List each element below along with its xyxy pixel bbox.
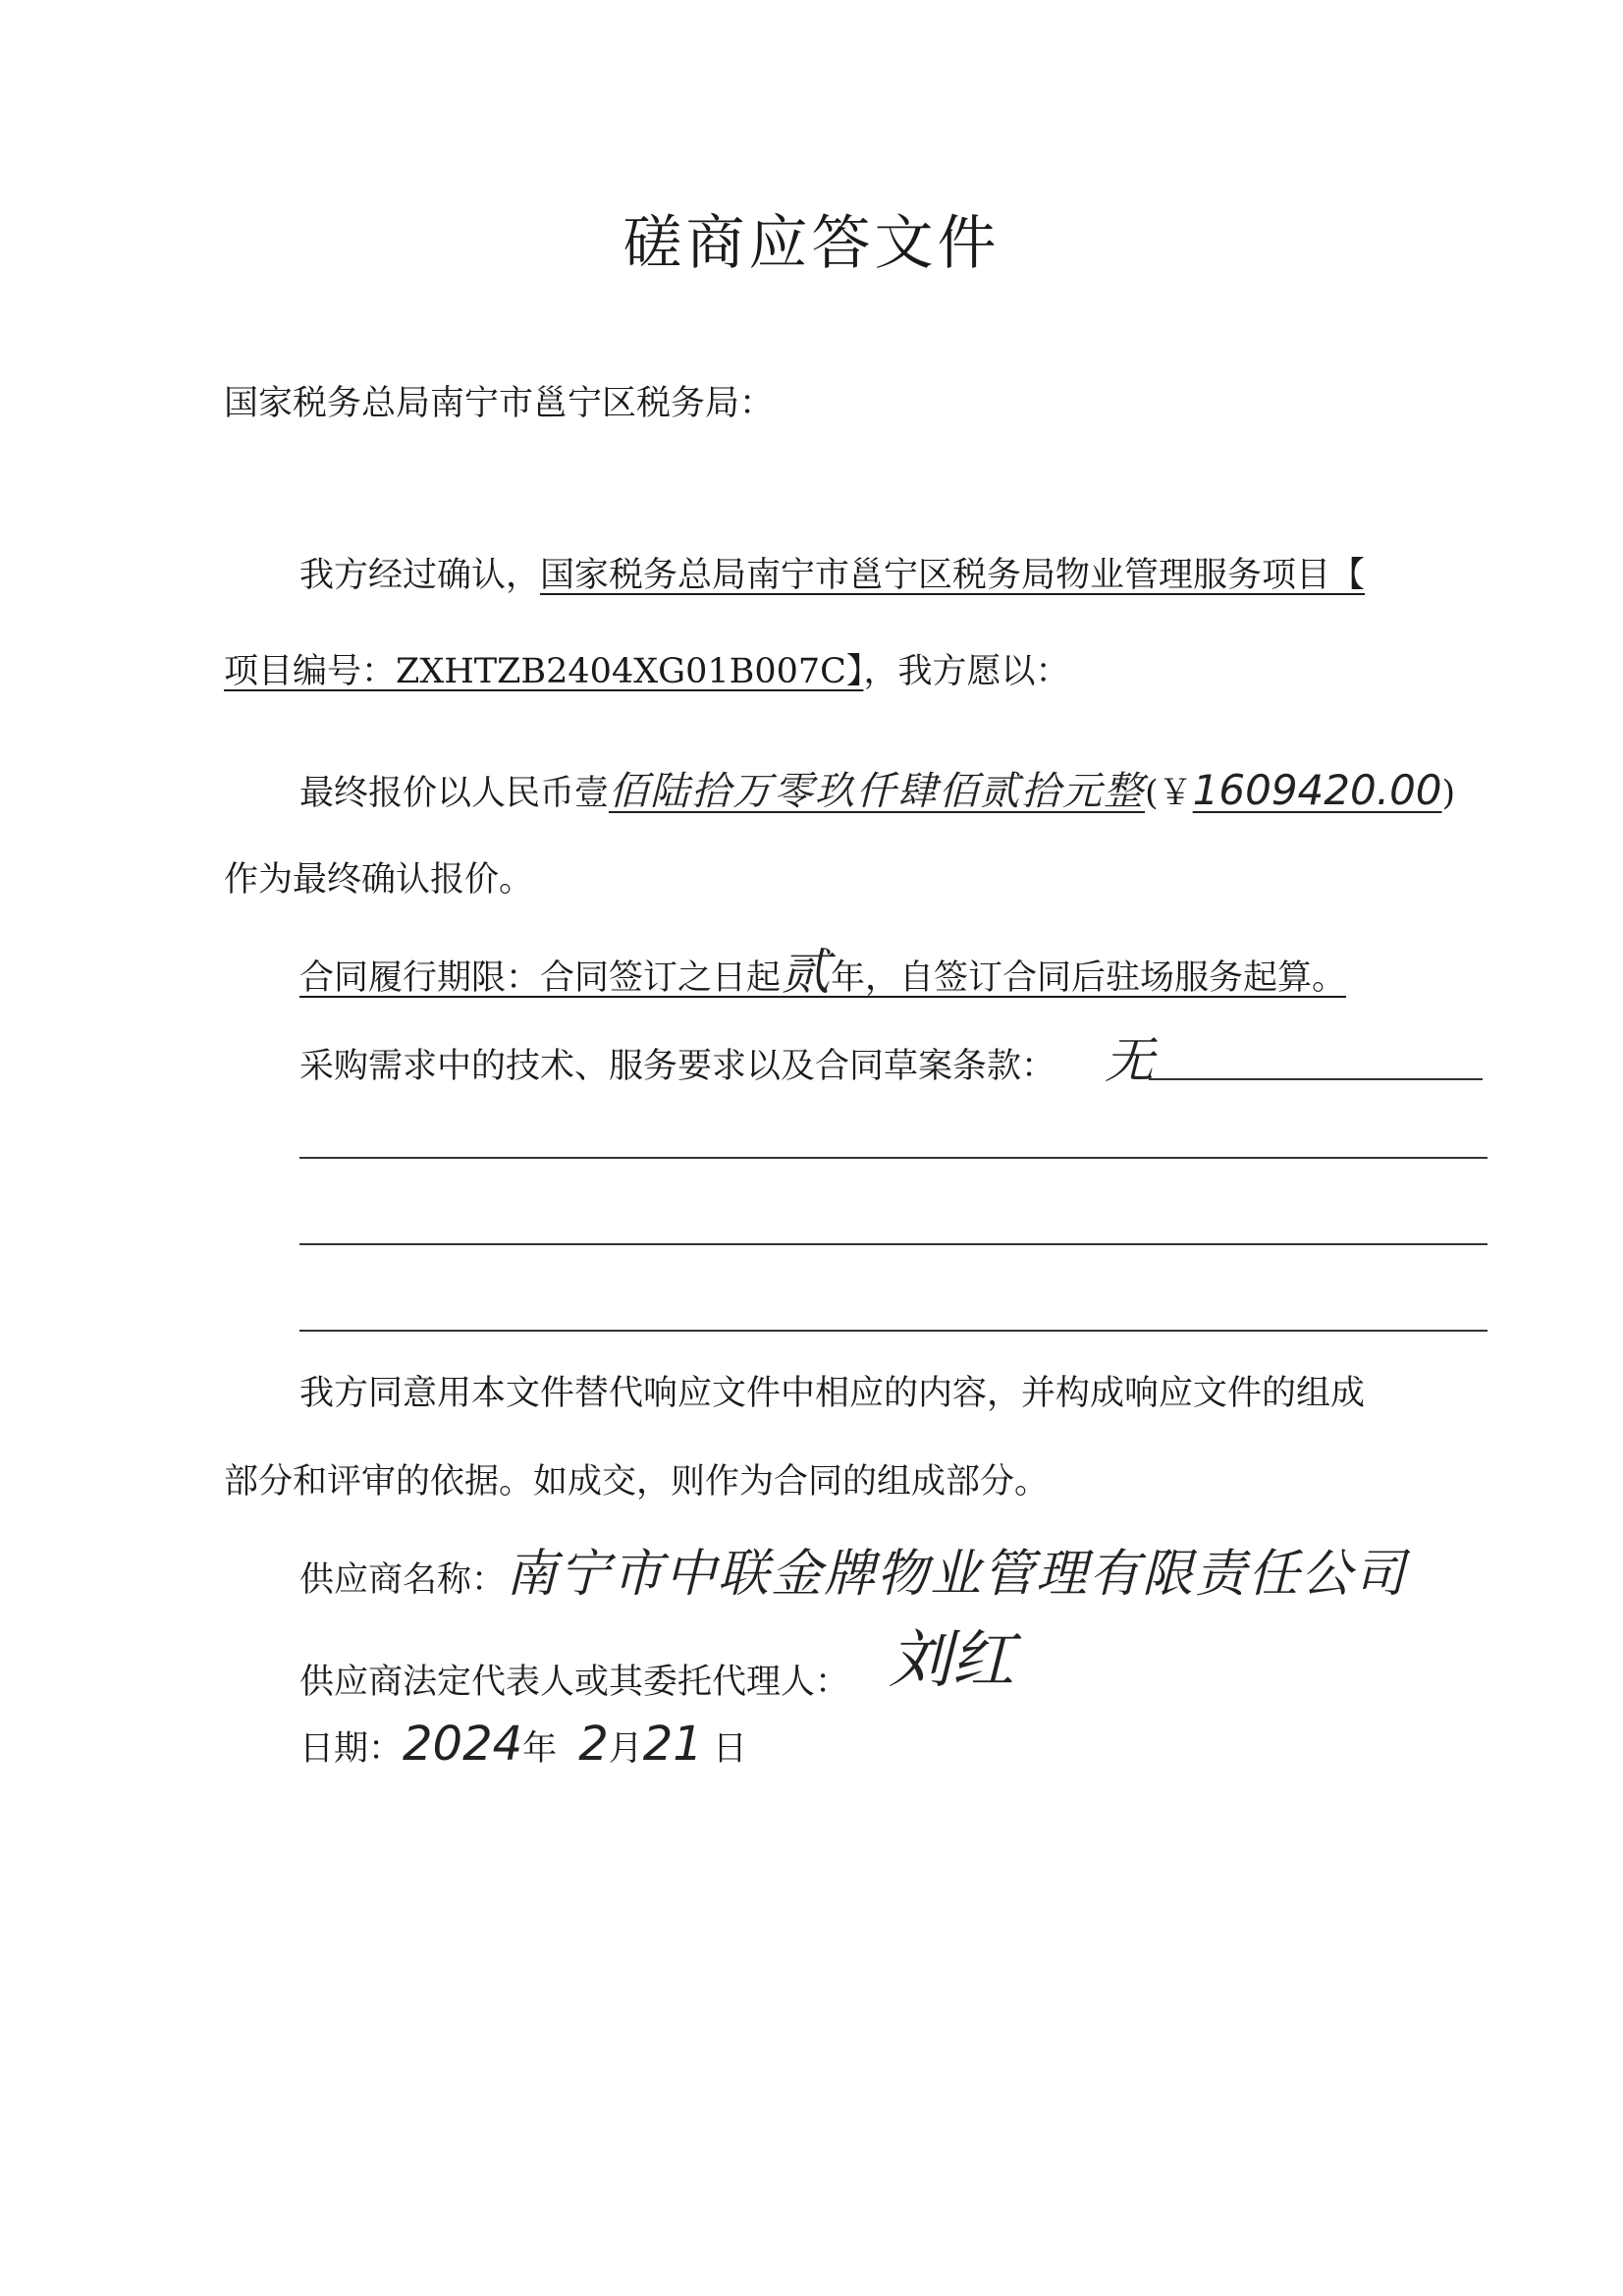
price-close-paren: ) [1441,774,1456,813]
requirements-label: 采购需求中的技术、服务要求以及合同草案条款： [299,1047,1056,1086]
blank-line-3 [299,1330,1488,1332]
confirm-suffix: ，我方愿以： [863,652,1070,691]
date-month-unit: 月 [608,1729,643,1769]
contract-term [299,943,1346,1002]
contract-term-prefix: 合同履行期限：合同签订之日起 [299,958,782,998]
supplier-name-label: 供应商名称： [299,1560,507,1600]
supplier-name-signature: 南宁市中联金牌物业管理有限责任公司 [506,1545,1408,1604]
date-month: 2 [578,1717,609,1772]
confirm-line-1 [299,555,1365,596]
date-year: 2024 [403,1717,523,1772]
requirements-value-rule [1149,1078,1483,1080]
confirm-prefix: 我方经过确认， [299,556,541,595]
project-name: 国家税务总局南宁市邕宁区税务局物业管理服务项目【 [540,556,1366,595]
price-amount-words: 佰陆拾万零玖仟肆佰贰拾元整 [609,769,1146,814]
requirements-line [299,1031,1155,1090]
blank-line-1 [299,1157,1488,1159]
date-line [299,1717,747,1774]
price-line-1 [299,766,1455,815]
price-prefix: 最终报价以人民币壹 [299,774,610,813]
document-title: 磋商应答文件 [622,209,1001,278]
supplier-rep-label: 供应商法定代表人或其委托代理人： [299,1663,850,1702]
recipient: 国家税务总局南宁市邕宁区税务局： [224,384,775,423]
date-day-unit: 日 [712,1729,747,1769]
project-number: 项目编号：ZXHTZB2404XG01B007C】 [224,652,864,691]
date-day: 21 [642,1717,703,1772]
contract-term-suffix: 年，自签订合同后驻场服务起算。 [831,958,1347,998]
blank-line-2 [299,1243,1488,1245]
price-amount-number: 1609420.00 [1192,766,1442,814]
supplier-rep-line [299,1624,1015,1711]
requirements-value: 无 [1105,1032,1156,1089]
date-year-unit: 年 [522,1729,558,1769]
agreement-line-2: 部分和评审的依据。如成交，则作为合同的组成部分。 [224,1462,1050,1502]
supplier-rep-signature: 刘红 [889,1624,1015,1697]
price-line-2: 作为最终确认报价。 [224,860,534,900]
supplier-name-line [299,1544,1407,1605]
price-open-paren: (￥ [1145,774,1193,813]
date-label: 日期： [299,1729,404,1769]
agreement-line-1: 我方同意用本文件替代响应文件中相应的内容，并构成响应文件的组成 [299,1374,1366,1413]
confirm-line-2 [224,651,1069,692]
contract-term-years: 贰 [781,944,832,1001]
